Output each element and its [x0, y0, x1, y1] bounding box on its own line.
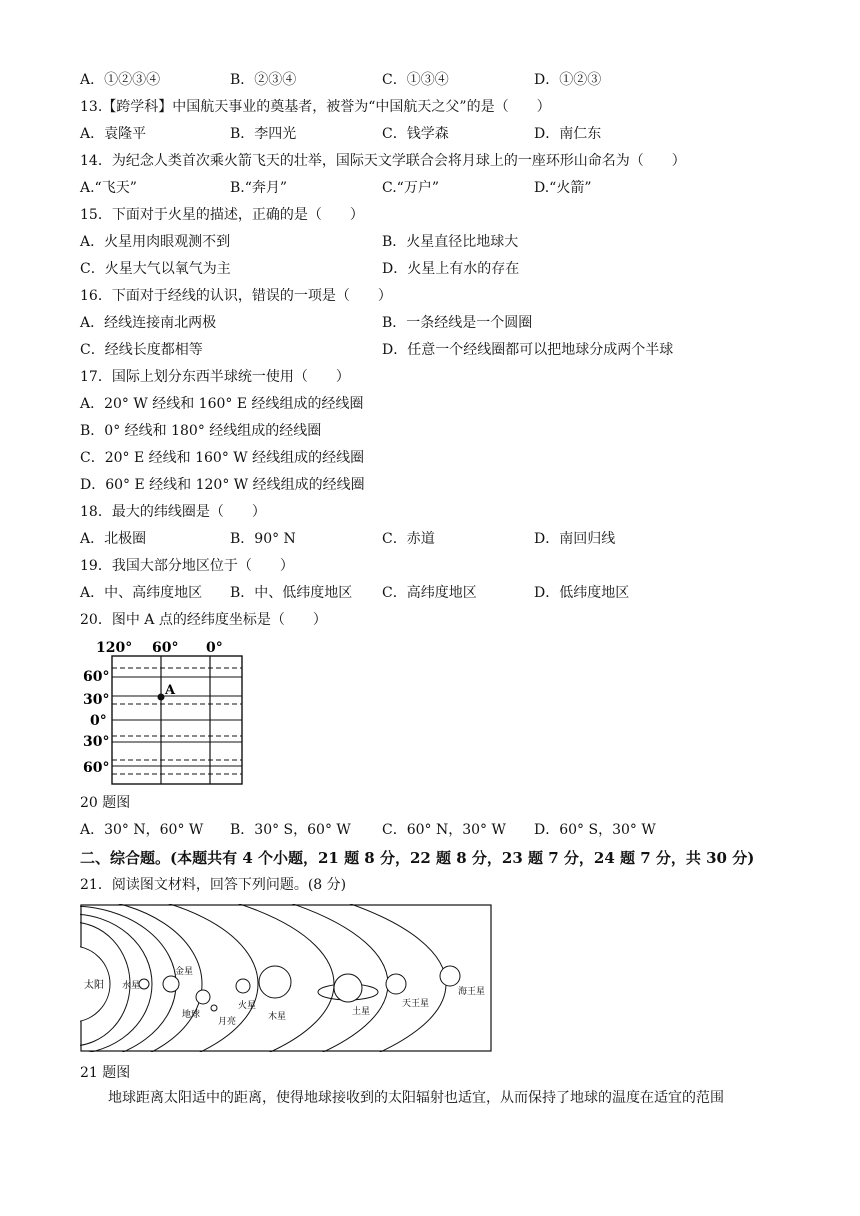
q15-stem: 15．下面对于火星的描述，正确的是（ ）	[80, 207, 364, 223]
q13-option-b: B．李四光	[230, 126, 297, 142]
q20-option-d: D．60° S，30° W	[534, 822, 656, 838]
q12-option-b: B．②③④	[230, 72, 297, 88]
grid-left-label-30n: 30°	[83, 692, 110, 708]
mercury-icon	[139, 979, 149, 989]
q21-paragraph: 地球距离太阳适中的距离，使得地球接收到的太阳辐射也适宜，从而保持了地球的温度在适宜的范围	[108, 1090, 724, 1106]
q13-option-d: D．南仁东	[534, 126, 602, 142]
q21-caption: 21 题图	[80, 1065, 131, 1081]
point-a-label: A	[165, 683, 176, 698]
sun-label: 太阳	[84, 980, 104, 991]
q20-option-b: B．30° S，60° W	[230, 822, 351, 838]
neptune-icon	[440, 966, 460, 986]
grid-top-label-60: 60°	[152, 640, 179, 656]
grid-left-label-60n: 60°	[83, 669, 110, 685]
q15-option-d: D．火星上有水的存在	[382, 261, 520, 277]
grid-top-label-120: 120°	[96, 640, 133, 656]
q20-option-c: C．60° N，30° W	[382, 822, 506, 838]
q13-stem: 13.【跨学科】中国航天事业的奠基者，被誉为“中国航天之父”的是（ ）	[80, 99, 551, 115]
uranus-icon	[386, 974, 406, 994]
q20-option-a: A．30° N，60° W	[80, 822, 204, 838]
saturn-icon	[334, 974, 362, 1002]
q17-option-c: C．20° E 经线和 160° W 经线组成的经线圈	[80, 450, 365, 466]
q16-stem: 16．下面对于经线的认识，错误的一项是（ ）	[80, 288, 392, 304]
q19-option-c: C．高纬度地区	[382, 585, 477, 601]
q19-option-b: B．中、低纬度地区	[230, 585, 353, 601]
q14-option-d: D.“火箭”	[534, 180, 592, 196]
q18-option-c: C．赤道	[382, 531, 435, 547]
q12-option-c: C．①③④	[382, 72, 449, 88]
venus-icon	[163, 976, 179, 992]
grid-left-label-0: 0°	[90, 713, 107, 729]
q14-stem: 14．为纪念人类首次乘火箭飞天的壮举，国际天文学联合会将月球上的一座环形山命名为（ ）	[80, 153, 686, 169]
q14-option-b: B.“奔月”	[230, 180, 288, 196]
q16-option-d: D．任意一个经线圈都可以把地球分成两个半球	[382, 342, 674, 358]
q20-stem: 20．图中 A 点的经纬度坐标是（ ）	[80, 612, 327, 628]
mars-icon	[236, 979, 250, 993]
q15-option-c: C．火星大气以氧气为主	[80, 261, 231, 277]
q16-option-a: A．经线连接南北两极	[80, 315, 217, 331]
jupiter-icon	[259, 966, 291, 998]
q17-option-d: D．60° E 经线和 120° W 经线组成的经线圈	[80, 477, 365, 493]
grid-left-label-30s: 30°	[83, 734, 110, 750]
earth-icon	[196, 990, 210, 1004]
neptune-label: 海王星	[458, 987, 486, 997]
q12-option-a: A．①②③④	[80, 72, 161, 88]
q17-stem: 17．国际上划分东西半球统一使用（ ）	[80, 369, 350, 385]
q18-option-d: D．南回归线	[534, 531, 616, 547]
q15-option-a: A．火星用肉眼观测不到	[80, 234, 231, 250]
q20-caption: 20 题图	[80, 795, 131, 811]
q20-grid-figure	[82, 636, 248, 788]
q19-stem: 19．我国大部分地区位于（ ）	[80, 558, 294, 574]
q14-option-a: A.“飞天”	[80, 180, 137, 196]
saturn-label: 土星	[352, 1007, 371, 1017]
uranus-label: 天王星	[402, 999, 430, 1009]
q15-option-b: B．火星直径比地球大	[382, 234, 519, 250]
q16-option-c: C．经线长度都相等	[80, 342, 203, 358]
q13-option-c: C．钱学森	[382, 126, 449, 142]
moon-icon	[211, 1005, 217, 1011]
section2-heading: 二、综合题。(本题共有 4 个小题，21 题 8 分，22 题 8 分，23 题 7 分，24 题 7 分，共 30 分)	[80, 849, 755, 867]
jupiter-label: 木星	[268, 1012, 287, 1022]
q18-option-a: A．北极圈	[80, 531, 147, 547]
q19-option-a: A．中、高纬度地区	[80, 585, 203, 601]
q12-option-d: D．①②③	[534, 72, 602, 88]
mars-label: 火星	[238, 1001, 257, 1011]
q17-option-b: B．0° 经线和 180° 经线组成的经线圈	[80, 423, 322, 439]
earth-label: 地球	[182, 1010, 201, 1020]
moon-label: 月亮	[218, 1017, 237, 1027]
q16-option-b: B．一条经线是一个圆圈	[382, 315, 533, 331]
q19-option-d: D．低纬度地区	[534, 585, 630, 601]
grid-top-label-0: 0°	[206, 640, 223, 656]
q18-stem: 18．最大的纬线圈是（ ）	[80, 504, 266, 520]
point-a-dot	[158, 694, 165, 701]
venus-label: 金星	[175, 967, 194, 977]
q13-option-a: A．袁隆平	[80, 126, 147, 142]
grid-left-label-60s: 60°	[83, 760, 110, 776]
q17-option-a: A．20° W 经线和 160° E 经线组成的经线圈	[80, 396, 364, 412]
q21-stem: 21．阅读图文材料，回答下列问题。(8 分)	[80, 877, 347, 893]
q18-option-b: B．90° N	[230, 531, 296, 547]
mercury-label: 水星	[122, 981, 141, 991]
q21-solar-system-figure	[80, 904, 492, 1052]
q14-option-c: C.“万户”	[382, 180, 439, 196]
